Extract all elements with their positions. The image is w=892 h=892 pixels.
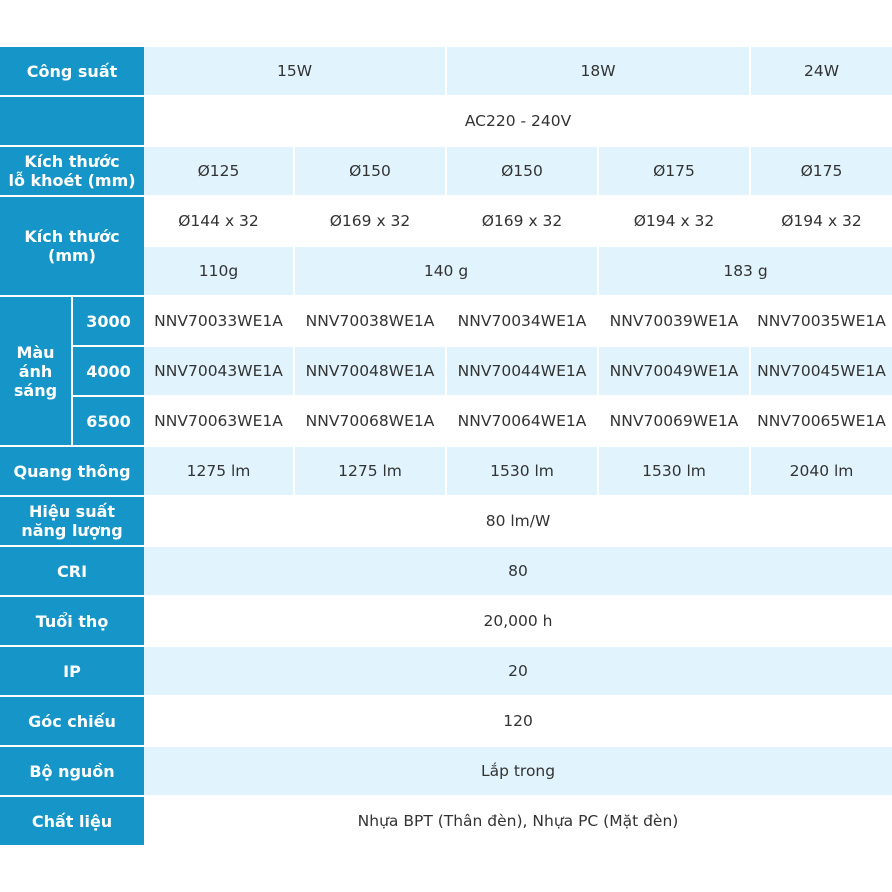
- cell-model-code: NNV70034WE1A: [446, 296, 598, 346]
- label-line: Kích thước: [24, 227, 120, 246]
- row-goc-chieu: [0, 696, 892, 746]
- row-dien-ap: [0, 96, 892, 146]
- row-bo-nguon: [0, 746, 892, 796]
- cell-lifetime: 20,000 h: [144, 596, 892, 646]
- label-bo-nguon: Bộ nguồn: [0, 746, 144, 796]
- cell-power-24w: 24W: [750, 47, 892, 96]
- cell-lumen: 1530 lm: [598, 446, 750, 496]
- label-line: ánh: [18, 361, 53, 381]
- label-cct: 6500: [72, 396, 144, 446]
- row-quang-thong: [0, 446, 892, 496]
- cell-cutout: Ø175: [598, 146, 750, 196]
- spec-table: [0, 47, 892, 847]
- label-line: năng lượng: [21, 521, 123, 540]
- cell-model-code: NNV70039WE1A: [598, 296, 750, 346]
- label-cct: 4000: [72, 346, 144, 396]
- cell-model-code: NNV70043WE1A: [144, 346, 294, 396]
- cell-cutout: Ø150: [294, 146, 446, 196]
- cell-beam-angle: 120: [144, 696, 892, 746]
- row-cct-3000: [0, 296, 892, 346]
- label-dien-ap: [0, 96, 144, 146]
- label-cct: 3000: [72, 296, 144, 346]
- cell-model-code: NNV70038WE1A: [294, 296, 446, 346]
- row-kich-thuoc: [0, 196, 892, 246]
- row-cri: [0, 546, 892, 596]
- label-line: Hiệu suất: [28, 502, 116, 521]
- cell-weight: 110g: [144, 246, 294, 296]
- label-quang-thong: Quang thông: [0, 446, 144, 496]
- cell-model-code: NNV70035WE1A: [750, 296, 892, 346]
- cell-power-18w: 18W: [446, 47, 750, 96]
- cell-model-code: NNV70048WE1A: [294, 346, 446, 396]
- label-ip: IP: [0, 646, 144, 696]
- cell-ip: 20: [144, 646, 892, 696]
- cell-dimension: Ø194 x 32: [750, 196, 892, 246]
- label-line: (mm): [48, 246, 96, 265]
- cell-model-code: NNV70044WE1A: [446, 346, 598, 396]
- cell-efficacy: 80 lm/W: [144, 496, 892, 546]
- row-cct-6500: [0, 396, 892, 446]
- cell-model-code: NNV70069WE1A: [598, 396, 750, 446]
- cell-model-code: NNV70049WE1A: [598, 346, 750, 396]
- row-ip: [0, 646, 892, 696]
- row-kich-thuoc-lo-khoet: [0, 146, 892, 196]
- cell-cri: 80: [144, 546, 892, 596]
- row-hieu-suat: [0, 496, 892, 546]
- cell-power-15w: 15W: [144, 47, 446, 96]
- cell-model-code: NNV70045WE1A: [750, 346, 892, 396]
- cell-cutout: Ø175: [750, 146, 892, 196]
- cell-model-code: NNV70068WE1A: [294, 396, 446, 446]
- row-tuoi-tho: [0, 596, 892, 646]
- label-line: Kích thước: [24, 152, 120, 171]
- row-cct-4000: [0, 346, 892, 396]
- cell-material: Nhựa BPT (Thân đèn), Nhựa PC (Mặt đèn): [144, 796, 892, 846]
- cell-model-code: NNV70063WE1A: [144, 396, 294, 446]
- cell-lumen: 1275 lm: [144, 446, 294, 496]
- cell-dimension: Ø194 x 32: [598, 196, 750, 246]
- cell-voltage: AC220 - 240V: [144, 96, 892, 146]
- label-line: sáng: [13, 380, 58, 400]
- cell-driver: Lắp trong: [144, 746, 892, 796]
- label-chat-lieu: Chất liệu: [0, 796, 144, 846]
- cell-weight: 183 g: [598, 246, 892, 296]
- label-tuoi-tho: Tuổi thọ: [0, 596, 144, 646]
- cell-cutout: Ø150: [446, 146, 598, 196]
- cell-model-code: NNV70064WE1A: [446, 396, 598, 446]
- cell-weight: 140 g: [294, 246, 598, 296]
- cell-model-code: NNV70065WE1A: [750, 396, 892, 446]
- cell-dimension: Ø169 x 32: [446, 196, 598, 246]
- label-goc-chieu: Góc chiếu: [0, 696, 144, 746]
- cell-cutout: Ø125: [144, 146, 294, 196]
- label-line: Màu: [16, 342, 55, 362]
- label-kich-thuoc: [0, 196, 144, 296]
- cell-lumen: 1530 lm: [446, 446, 598, 496]
- cell-lumen: 2040 lm: [750, 446, 892, 496]
- cell-lumen: 1275 lm: [294, 446, 446, 496]
- cell-dimension: Ø144 x 32: [144, 196, 294, 246]
- cell-model-code: NNV70033WE1A: [144, 296, 294, 346]
- label-kich-thuoc-lo-khoet: [0, 146, 144, 196]
- row-cong-suat: [0, 47, 892, 96]
- label-hieu-suat: [0, 496, 144, 546]
- row-chat-lieu: [0, 796, 892, 846]
- label-line: lỗ khoét (mm): [8, 171, 136, 190]
- label-mau-anh-sang: [0, 296, 72, 446]
- label-cri: CRI: [0, 546, 144, 596]
- label-cong-suat: Công suất: [0, 47, 144, 96]
- cell-dimension: Ø169 x 32: [294, 196, 446, 246]
